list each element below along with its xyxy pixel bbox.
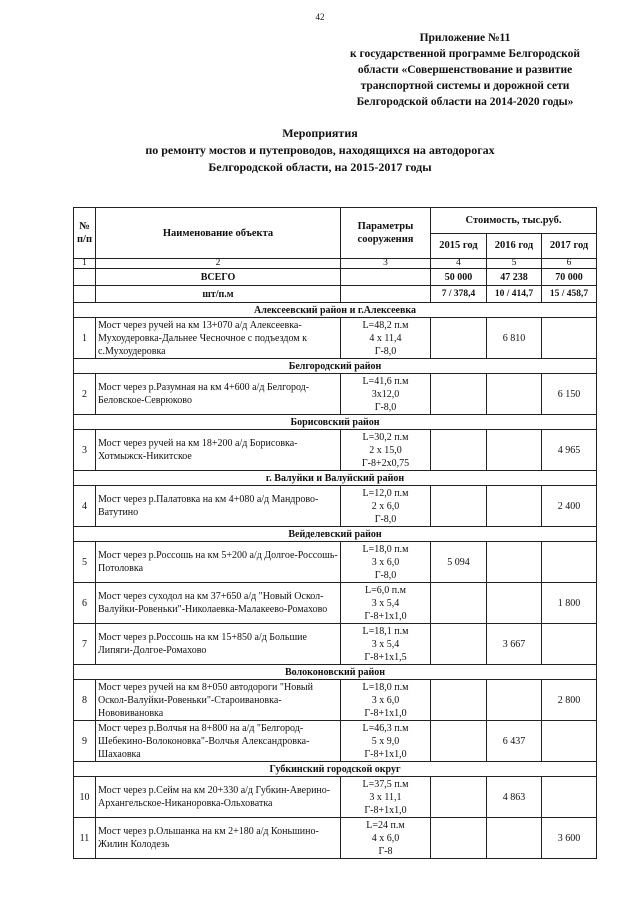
param-spans: 2 х 15,0: [369, 444, 402, 456]
cost-2016: 3 667: [487, 624, 542, 665]
object-name: Мост через ручей на км 13+070 а/д Алексеевка-Мухоудеровка-Дальнее Чесночное с подъездом к с.Мухоудеровка: [96, 318, 341, 359]
header-2016: 2016 год: [487, 233, 542, 259]
table-row: [74, 430, 597, 471]
header-cost: Стоимость, тыс.руб.: [431, 208, 597, 234]
param-length: L=18,0 п.м: [362, 681, 409, 693]
total-2016: 47 238: [487, 269, 542, 286]
param-spans: 3 х 6,0: [371, 556, 400, 568]
structure-params: [341, 583, 431, 624]
object-name: Мост через р.Россошь на км 5+200 а/д Долгое-Россошь-Потоловка: [96, 542, 341, 583]
section-title: Алексеевский район и г.Алексеевка: [74, 303, 597, 318]
section-title: г. Валуйки и Валуйский район: [74, 471, 597, 486]
row-num: 6: [74, 583, 96, 624]
cost-2017: 4 965: [542, 430, 597, 471]
param-length: L=46,3 п.м: [362, 722, 409, 734]
units-2016: 10 / 414,7: [487, 286, 542, 303]
table-row: [74, 486, 597, 527]
section-title: Губкинский городской округ: [74, 762, 597, 777]
title-line: Мероприятия: [282, 126, 358, 140]
cost-2015: [431, 624, 487, 665]
param-spans: 4 х 6,0: [371, 832, 400, 844]
param-length: L=37,5 п.м: [362, 778, 409, 790]
row-num: 1: [74, 318, 96, 359]
cost-2015: [431, 318, 487, 359]
object-name: Мост через р.Палатовка на км 4+080 а/д Мандрово-Ватутино: [96, 486, 341, 527]
units-label: шт/п.м: [96, 286, 341, 303]
cost-2016: [487, 486, 542, 527]
cost-2015: [431, 680, 487, 721]
row-num: 8: [74, 680, 96, 721]
param-gauge: Г-8+1х1,5: [364, 651, 407, 663]
cost-2016: 4 863: [487, 777, 542, 818]
param-gauge: Г-8+1х1,0: [364, 610, 407, 622]
cost-2015: [431, 430, 487, 471]
table-row: [74, 721, 597, 762]
appendix-line: к государственной программе Белгородской: [350, 48, 580, 60]
structure-params: [341, 624, 431, 665]
document-title: [100, 125, 540, 176]
param-spans: 3х12,0: [371, 388, 400, 400]
structure-params: [341, 542, 431, 583]
cost-2016: [487, 680, 542, 721]
header-name: Наименование объекта: [96, 208, 341, 259]
table-row: [74, 318, 597, 359]
param-gauge: Г-8+1х1,0: [364, 804, 407, 816]
title-line: Белгородской области, на 2015-2017 годы: [208, 160, 432, 174]
param-spans: 4 х 11,4: [369, 332, 402, 344]
param-length: L=48,2 п.м: [362, 319, 409, 331]
param-length: L=41,6 п.м: [362, 375, 409, 387]
structure-params: [341, 777, 431, 818]
header-params: Параметры сооружения: [341, 208, 431, 259]
param-gauge: Г-8,0: [374, 345, 397, 357]
param-gauge: Г-8,0: [374, 569, 397, 581]
cost-2015: [431, 818, 487, 859]
column-index: 2: [96, 259, 341, 269]
cost-2016: [487, 818, 542, 859]
column-index: 6: [542, 259, 597, 269]
object-name: Мост через р.Ольшанка на км 2+180 а/д Коньшино-Жилин Колодезь: [96, 818, 341, 859]
param-gauge: Г-8+2х0,75: [361, 457, 410, 469]
total-label: ВСЕГО: [96, 269, 341, 286]
param-spans: 3 х 6,0: [371, 694, 400, 706]
structure-params: [341, 818, 431, 859]
header-2015: 2015 год: [431, 233, 487, 259]
cost-2017: [542, 542, 597, 583]
cost-2015: [431, 374, 487, 415]
cost-2016: [487, 583, 542, 624]
total-2017: 70 000: [542, 269, 597, 286]
cost-2017: 2 800: [542, 680, 597, 721]
units-params: [341, 286, 431, 303]
param-gauge: Г-8+1х1,0: [364, 707, 407, 719]
section-title: Вейделевский район: [74, 527, 597, 542]
row-num: 4: [74, 486, 96, 527]
structure-params: [341, 721, 431, 762]
table-row: [74, 680, 597, 721]
appendix-line: области «Совершенствование и развитие: [357, 64, 573, 76]
cost-2017: [542, 721, 597, 762]
param-gauge: Г-8: [378, 845, 393, 857]
object-name: Мост через ручей на км 18+200 а/д Борисовка-Хотмыжск-Никитское: [96, 430, 341, 471]
param-length: L=24 п.м: [366, 819, 405, 831]
param-spans: 5 х 9,0: [371, 735, 400, 747]
appendix-line: Приложение №11: [419, 32, 511, 44]
cost-2017: 3 600: [542, 818, 597, 859]
section-title: Белгородский район: [74, 359, 597, 374]
param-length: L=30,2 п.м: [362, 431, 409, 443]
structure-params: [341, 430, 431, 471]
structure-params: [341, 318, 431, 359]
param-gauge: Г-8,0: [374, 401, 397, 413]
appendix-header: [350, 30, 580, 110]
row-num: 3: [74, 430, 96, 471]
param-spans: 3 х 5,4: [371, 638, 400, 650]
row-num: 2: [74, 374, 96, 415]
object-name: Мост через р.Сейм на км 20+330 а/д Губкин-Аверино-Архангельское-Никаноровка-Ольховатка: [96, 777, 341, 818]
table-row: [74, 777, 597, 818]
section-title: Волоконовский район: [74, 665, 597, 680]
cost-2015: [431, 583, 487, 624]
row-num: 7: [74, 624, 96, 665]
units-2015: 7 / 378,4: [431, 286, 487, 303]
cost-2016: [487, 374, 542, 415]
header-num: № п/п: [74, 208, 96, 259]
cost-2017: 1 800: [542, 583, 597, 624]
total-params: [341, 269, 431, 286]
param-spans: 2 х 6,0: [371, 500, 400, 512]
structure-params: [341, 374, 431, 415]
param-length: L=18,1 п.м: [362, 625, 409, 637]
param-length: L=12,0 п.м: [362, 487, 409, 499]
column-index: 5: [487, 259, 542, 269]
table-row: [74, 818, 597, 859]
bridges-table: [73, 207, 597, 859]
param-gauge: Г-8,0: [374, 513, 397, 525]
cost-2015: 5 094: [431, 542, 487, 583]
cost-2015: [431, 721, 487, 762]
param-spans: 3 х 5,4: [371, 597, 400, 609]
structure-params: [341, 680, 431, 721]
table-row: [74, 542, 597, 583]
row-num: 11: [74, 818, 96, 859]
cost-2016: [487, 430, 542, 471]
page-number: 42: [315, 12, 325, 22]
param-length: L=18,0 п.м: [362, 543, 409, 555]
column-index: 4: [431, 259, 487, 269]
total-2015: 50 000: [431, 269, 487, 286]
cost-2017: [542, 624, 597, 665]
units-num: [74, 286, 96, 303]
param-gauge: Г-8+1х1,0: [364, 748, 407, 760]
column-index: 1: [74, 259, 96, 269]
appendix-line: Белгородской области на 2014-2020 годы»: [356, 96, 574, 108]
appendix-line: транспортной системы и дорожной сети: [360, 80, 570, 92]
units-2017: 15 / 458,7: [542, 286, 597, 303]
section-title: Борисовский район: [74, 415, 597, 430]
object-name: Мост через р.Россошь на км 15+850 а/д Большие Липяги-Долгое-Ромахово: [96, 624, 341, 665]
total-num: [74, 269, 96, 286]
cost-2016: 6 437: [487, 721, 542, 762]
cost-2017: 2 400: [542, 486, 597, 527]
object-name: Мост через ручей на км 8+050 автодороги "Новый Оскол-Валуйки-Ровеньки"-Староивановка-Нововивановка: [96, 680, 341, 721]
object-name: Мост через суходол на км 37+650 а/д "Новый Оскол-Валуйки-Ровеньки"-Николаевка-Малакеево-Ромахово: [96, 583, 341, 624]
table-row: [74, 624, 597, 665]
cost-2016: 6 810: [487, 318, 542, 359]
object-name: Мост через р.Волчья на 8+800 на а/д "Белгород-Шебекино-Волоконовка"-Волчья Александровка-Шахаовка: [96, 721, 341, 762]
table-row: [74, 374, 597, 415]
cost-2017: 6 150: [542, 374, 597, 415]
cost-2016: [487, 542, 542, 583]
object-name: Мост через р.Разумная на км 4+600 а/д Белгород-Беловское-Севрюково: [96, 374, 341, 415]
cost-2017: [542, 318, 597, 359]
row-num: 9: [74, 721, 96, 762]
cost-2015: [431, 777, 487, 818]
title-line: по ремонту мостов и путепроводов, находящихся на автодорогах: [145, 143, 495, 157]
cost-2017: [542, 777, 597, 818]
column-index: 3: [341, 259, 431, 269]
table-row: [74, 583, 597, 624]
structure-params: [341, 486, 431, 527]
param-length: L=6,0 п.м: [365, 584, 406, 596]
cost-2015: [431, 486, 487, 527]
header-2017: 2017 год: [542, 233, 597, 259]
row-num: 5: [74, 542, 96, 583]
param-spans: 3 х 11,1: [369, 791, 402, 803]
row-num: 10: [74, 777, 96, 818]
